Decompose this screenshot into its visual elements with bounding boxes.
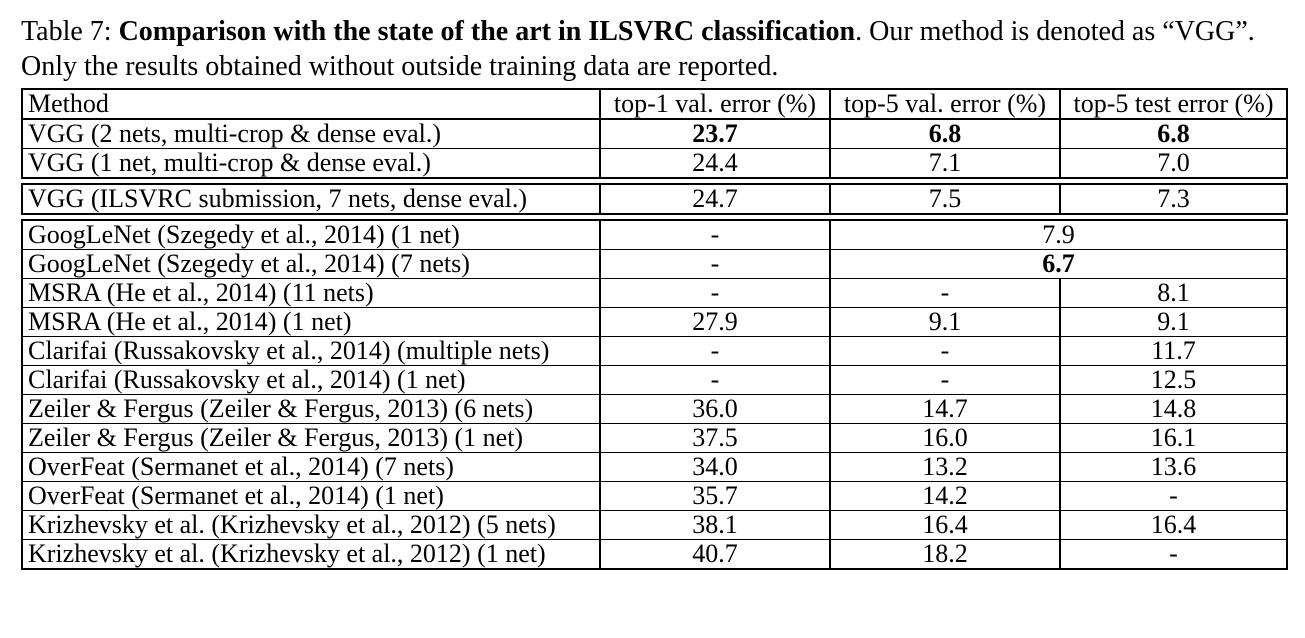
top5-val-cell: 16.4 xyxy=(830,511,1060,540)
top5-test-cell: 16.4 xyxy=(1060,511,1287,540)
top1-cell: - xyxy=(600,366,830,395)
top1-cell: 36.0 xyxy=(600,395,830,424)
table-row xyxy=(22,540,1287,570)
top5-test-cell: 9.1 xyxy=(1060,308,1287,337)
top5-merged-cell: 7.9 xyxy=(830,220,1287,250)
top1-cell: 38.1 xyxy=(600,511,830,540)
top1-cell: - xyxy=(600,337,830,366)
top5-test-cell: - xyxy=(1060,540,1287,570)
table-row xyxy=(22,250,1287,279)
top1-cell: 35.7 xyxy=(600,482,830,511)
top5-val-cell: 6.8 xyxy=(830,119,1060,149)
table-row xyxy=(22,119,1287,149)
top5-test-cell: - xyxy=(1060,482,1287,511)
top5-val-cell: 16.0 xyxy=(830,424,1060,453)
method-cell: GoogLeNet (Szegedy et al., 2014) (1 net) xyxy=(22,220,600,250)
top5-test-cell: 6.8 xyxy=(1060,119,1287,149)
table-row xyxy=(22,308,1287,337)
top1-cell: - xyxy=(600,220,830,250)
top1-cell: 34.0 xyxy=(600,453,830,482)
table-row xyxy=(22,424,1287,453)
top5-val-cell: - xyxy=(830,337,1060,366)
top1-cell: 27.9 xyxy=(600,308,830,337)
caption-text: . Our method is denoted as “VGG”. Only the results obtained without outside training data are reported. xyxy=(21,16,1255,82)
method-cell: Clarifai (Russakovsky et al., 2014) (1 net) xyxy=(22,366,600,395)
table-row xyxy=(22,395,1287,424)
header-top5-val: top-5 val. error (%) xyxy=(830,89,1060,119)
top5-val-cell: 18.2 xyxy=(830,540,1060,570)
table-header xyxy=(22,89,1287,119)
vgg-group xyxy=(22,119,1287,178)
table-row xyxy=(22,366,1287,395)
table-row xyxy=(22,453,1287,482)
table-row xyxy=(22,337,1287,366)
table-row xyxy=(22,482,1287,511)
table-row xyxy=(22,184,1287,214)
method-cell: Zeiler & Fergus (Zeiler & Fergus, 2013) (6 nets) xyxy=(22,395,600,424)
top5-val-cell: 7.5 xyxy=(830,184,1060,214)
method-cell: Clarifai (Russakovsky et al., 2014) (multiple nets) xyxy=(22,337,600,366)
top5-test-cell: 12.5 xyxy=(1060,366,1287,395)
method-cell: GoogLeNet (Szegedy et al., 2014) (7 nets) xyxy=(22,250,600,279)
top5-test-cell: 13.6 xyxy=(1060,453,1287,482)
top1-cell: - xyxy=(600,250,830,279)
header-top5-test: top-5 test error (%) xyxy=(1060,89,1287,119)
method-cell: VGG (2 nets, multi-crop & dense eval.) xyxy=(22,119,600,149)
table-row xyxy=(22,149,1287,179)
top5-val-cell: 13.2 xyxy=(830,453,1060,482)
method-cell: VGG (1 net, multi-crop & dense eval.) xyxy=(22,149,600,179)
method-cell: VGG (ILSVRC submission, 7 nets, dense eval.) xyxy=(22,184,600,214)
method-cell: Krizhevsky et al. (Krizhevsky et al., 2012) (1 net) xyxy=(22,540,600,570)
top1-cell: 24.7 xyxy=(600,184,830,214)
top5-merged-cell: 6.7 xyxy=(830,250,1287,279)
comparison-table xyxy=(21,88,1288,570)
top5-val-cell: - xyxy=(830,279,1060,308)
top5-test-cell: 7.3 xyxy=(1060,184,1287,214)
method-cell: OverFeat (Sermanet et al., 2014) (1 net) xyxy=(22,482,600,511)
header-row xyxy=(22,89,1287,119)
top5-test-cell: 8.1 xyxy=(1060,279,1287,308)
method-cell: MSRA (He et al., 2014) (11 nets) xyxy=(22,279,600,308)
table-row xyxy=(22,511,1287,540)
method-cell: Krizhevsky et al. (Krizhevsky et al., 2012) (5 nets) xyxy=(22,511,600,540)
method-cell: MSRA (He et al., 2014) (1 net) xyxy=(22,308,600,337)
top5-val-cell: 9.1 xyxy=(830,308,1060,337)
top5-val-cell: 7.1 xyxy=(830,149,1060,179)
top1-cell: - xyxy=(600,279,830,308)
top5-test-cell: 7.0 xyxy=(1060,149,1287,179)
top1-cell: 40.7 xyxy=(600,540,830,570)
top1-cell: 24.4 xyxy=(600,149,830,179)
caption-title: Comparison with the state of the art in ILSVRC classification xyxy=(118,16,856,47)
table-row xyxy=(22,220,1287,250)
method-cell: Zeiler & Fergus (Zeiler & Fergus, 2013) (1 net) xyxy=(22,424,600,453)
top1-cell: 23.7 xyxy=(600,119,830,149)
caption-label: Table 7: xyxy=(21,16,119,47)
top5-val-cell: - xyxy=(830,366,1060,395)
table-caption xyxy=(21,14,1291,84)
header-method: Method xyxy=(22,89,600,119)
other-methods-group xyxy=(22,220,1287,569)
top1-cell: 37.5 xyxy=(600,424,830,453)
table-row xyxy=(22,279,1287,308)
top5-val-cell: 14.7 xyxy=(830,395,1060,424)
top5-test-cell: 11.7 xyxy=(1060,337,1287,366)
vgg-submission-group xyxy=(22,184,1287,214)
header-top1-val: top-1 val. error (%) xyxy=(600,89,830,119)
top5-val-cell: 14.2 xyxy=(830,482,1060,511)
top5-test-cell: 16.1 xyxy=(1060,424,1287,453)
method-cell: OverFeat (Sermanet et al., 2014) (7 nets) xyxy=(22,453,600,482)
top5-test-cell: 14.8 xyxy=(1060,395,1287,424)
